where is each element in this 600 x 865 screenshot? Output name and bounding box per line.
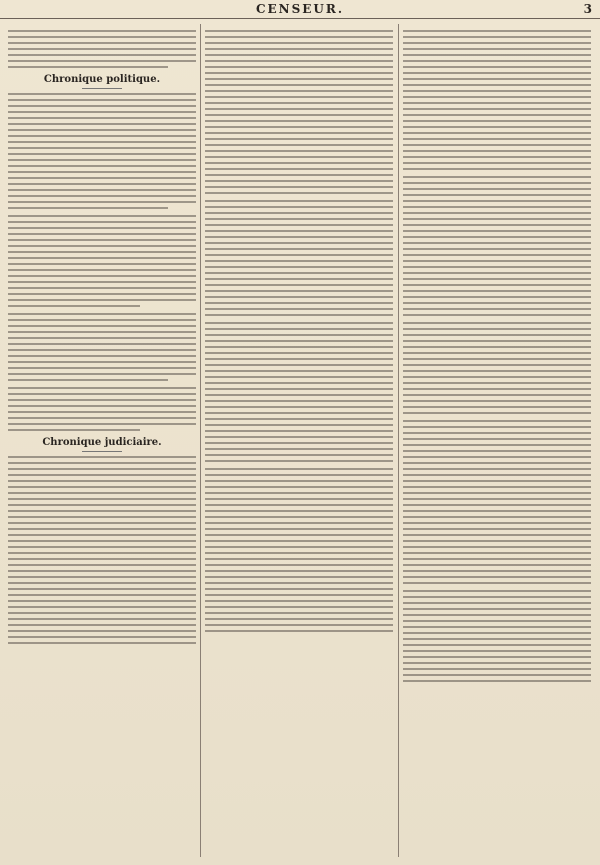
text-block [8,456,196,644]
text-block [403,590,591,682]
text-block [403,420,591,584]
text-block [8,387,196,431]
text-block [403,176,591,316]
column-divider [200,24,201,857]
text-block [205,200,393,316]
column-3 [403,26,591,858]
text-block [8,215,196,307]
text-block [205,468,393,632]
text-block [205,30,393,194]
section-title-chronique-judiciaire: Chronique judiciaire. [42,437,162,448]
text-block [8,30,196,68]
page-number: 3 [583,2,592,16]
text-block [403,322,591,414]
section-title-chronique-politique: Chronique politique. [43,74,161,85]
text-block [403,30,591,170]
text-block [8,93,196,209]
column-1 [8,26,196,858]
column-divider [398,24,399,857]
text-block [8,313,196,381]
newspaper-title: CENSEUR. [255,2,345,16]
text-block [205,322,393,462]
column-2 [205,26,393,858]
masthead [0,0,600,19]
